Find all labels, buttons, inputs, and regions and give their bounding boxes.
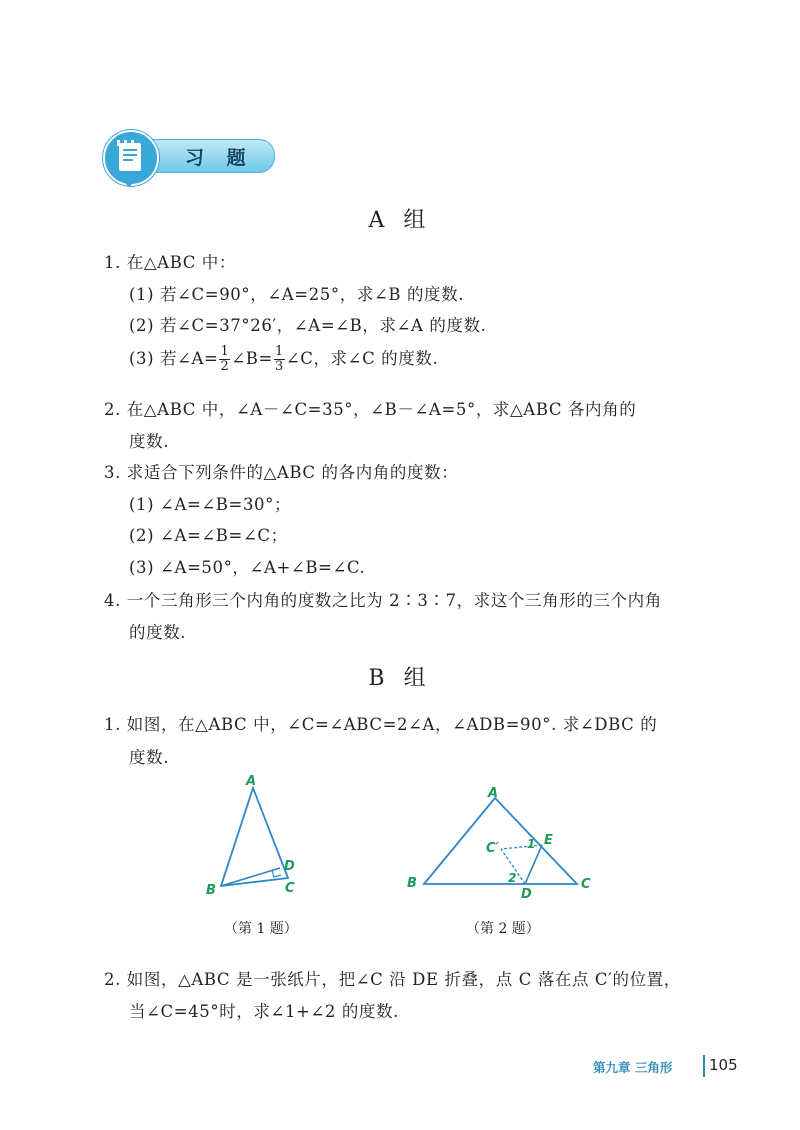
a-q1-part3-suffix: ∠C，求∠C 的度数. xyxy=(285,349,439,368)
label-d: D xyxy=(521,887,532,902)
footer-divider xyxy=(703,1055,705,1077)
right-angle-mark xyxy=(272,870,281,877)
label-e: E xyxy=(544,833,553,848)
label-d: D xyxy=(284,859,295,874)
a-q3-part1: (1) ∠A=∠B=30°； xyxy=(129,495,292,514)
a-q1-part3-mid: ∠B= xyxy=(231,349,273,368)
banner-label: 习 题 xyxy=(185,147,254,169)
b-q1-line1: 1. 如图，在△ABC 中，∠C=∠ABC=2∠A，∠ADB=90°. 求∠DBC 的 xyxy=(104,715,658,734)
a-q1-part3 xyxy=(129,345,438,374)
a-q4-line2: 的度数. xyxy=(129,623,187,642)
figure-2-caption: （第 2 题） xyxy=(466,921,540,937)
a-q3-part2: (2) ∠A=∠B=∠C； xyxy=(129,526,288,545)
fraction-half: $\frac{1}{2}$ xyxy=(220,344,230,374)
figure-1 xyxy=(195,770,315,900)
figure-1-caption: （第 1 题） xyxy=(224,921,298,937)
banner-arrow-icon xyxy=(122,180,136,187)
a-q1-part1: (1) 若∠C=90°，∠A=25°，求∠B 的度数. xyxy=(129,285,465,304)
a-q3-stem: 3. 求适合下列条件的△ABC 的各内角的度数： xyxy=(104,463,459,482)
banner-badge xyxy=(103,130,159,186)
fraction-third: $\frac{1}{3}$ xyxy=(274,344,284,374)
label-a: A xyxy=(488,786,499,801)
a-q4-line1: 4. 一个三角形三个内角的度数之比为 2∶3∶7，求这个三角形的三个内角 xyxy=(104,591,662,610)
group-a-title: A 组 xyxy=(368,208,432,233)
a-q2-line1: 2. 在△ABC 中，∠A－∠C=35°，∠B－∠A=5°，求△ABC 各内角的 xyxy=(104,400,637,419)
label-angle-1: 1 xyxy=(527,837,536,851)
figure-2 xyxy=(400,782,600,902)
a-q1-part2: (2) 若∠C=37°26′，∠A=∠B，求∠A 的度数. xyxy=(129,316,487,335)
label-c: C xyxy=(285,881,295,896)
dashed-ec-prime xyxy=(501,845,542,849)
group-b-title: B 组 xyxy=(368,666,432,691)
a-q3-part3: (3) ∠A=50°，∠A+∠B=∠C. xyxy=(129,558,366,577)
a-q1-part3-prefix: (3) 若∠A= xyxy=(129,349,219,368)
triangle-abc xyxy=(221,788,288,886)
label-c-prime: C′ xyxy=(486,841,499,856)
b-q2-line1: 2. 如图，△ABC 是一张纸片，把∠C 沿 DE 折叠，点 C 落在点 C′的位置， xyxy=(104,970,681,989)
label-b: B xyxy=(206,883,216,898)
triangle-abc xyxy=(424,798,577,884)
exercise-banner xyxy=(103,130,278,186)
label-c: C xyxy=(581,877,591,892)
a-q1-stem: 1. 在△ABC 中： xyxy=(104,253,236,272)
page-number: 105 xyxy=(709,1056,738,1074)
label-a: A xyxy=(246,774,257,789)
a-q2-line2: 度数. xyxy=(129,432,170,451)
label-angle-2: 2 xyxy=(508,871,517,885)
b-q1-line2: 度数. xyxy=(129,748,170,767)
label-b: B xyxy=(407,876,417,891)
chapter-label: 第九章 三角形 xyxy=(593,1060,673,1075)
b-q2-line2: 当∠C=45°时，求∠1+∠2 的度数. xyxy=(129,1002,399,1021)
notebook-icon xyxy=(105,132,157,184)
